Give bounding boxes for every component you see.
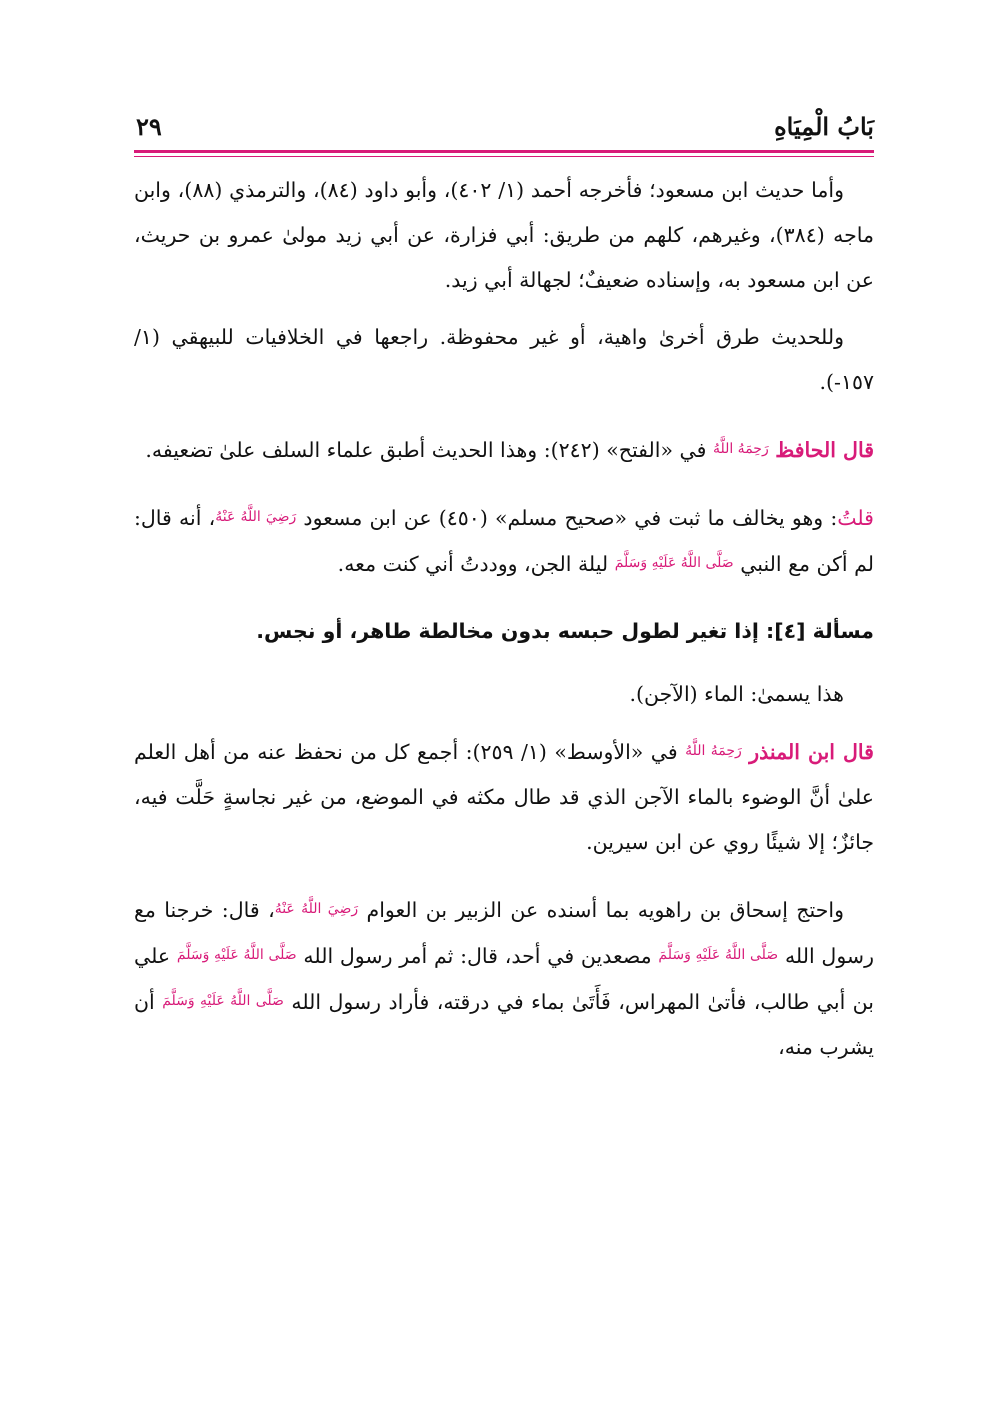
paragraph-ibn-mundhir	[134, 729, 874, 865]
quote-text: في «الأوسط» (١/ ٢٥٩): أجمع كل من نحفظ عنه من أهل العلم علىٰ أنَّ الوضوء بالماء الآجن الذي قد طال مكثه في الموضع، من غير نجاسةٍ حَلَّت فيه، جائزٌ؛ إلا شيئًا روي عن ابن سيرين.	[134, 740, 874, 854]
honorific-icon: صَلَّى اللَّهُ عَلَيْهِ وَسَلَّمَ	[658, 947, 779, 963]
page-number: ٢٩	[136, 112, 162, 141]
argument-text-c: مصعدين في أحد، قال: ثم أمر رسول الله	[296, 944, 659, 968]
paragraph-hafiz-quote	[134, 427, 874, 473]
honorific-icon: صَلَّى اللَّهُ عَلَيْهِ وَسَلَّمَ	[176, 947, 297, 963]
author-label: قلتُ	[837, 506, 874, 530]
header-rule-thick	[134, 150, 874, 153]
honorific-icon: صَلَّى اللَّهُ عَلَيْهِ وَسَلَّمَ	[162, 993, 284, 1009]
speaker-label: قال ابن المنذر	[749, 740, 874, 764]
page-header	[134, 110, 874, 152]
paragraph-ishaq-argument	[134, 887, 874, 1070]
issue-label: مسألة [٤]:	[766, 619, 874, 643]
page-body	[134, 168, 874, 1082]
note-text-a: : وهو يخالف ما ثبت في «صحيح مسلم» (٤٥٠) عن ابن مسعود	[296, 506, 838, 530]
honorific-icon: صَلَّى اللَّهُ عَلَيْهِ وَسَلَّمَ	[614, 555, 734, 571]
honorific-icon: رَحِمَهُ اللَّهُ	[685, 743, 742, 759]
issue-text: إذا تغير لطول حبسه بدون مخالطة طاهر، أو نجس.	[256, 619, 767, 643]
honorific-icon: رَحِمَهُ اللَّهُ	[712, 441, 769, 457]
argument-text-d: علي بن أبي طالب، فأتىٰ المهراس، فَأَتَىٰ بماء في درقته، فأراد رسول الله	[134, 944, 874, 1014]
note-text-c: ليلة الجن، ووددتُ أني كنت معه.	[337, 552, 615, 576]
argument-text-a: واحتج إسحاق بن راهويه بما أسنده عن الزبير بن العوام	[358, 898, 844, 922]
argument-text-b: ، قال: خرجنا مع رسول الله	[134, 898, 874, 968]
paragraph-definition: هذا يسمىٰ: الماء (الآجن).	[629, 682, 844, 706]
paragraph-ibn-masud-hadith: وأما حديث ابن مسعود؛ فأخرجه أحمد (١/ ٤٠٢)، وأبو داود (٨٤)، والترمذي (٨٨)، وابن ماجه (٣٨٤)، وغيرهم، كلهم من طريق: أبي فزارة، عن أبي زيد مولىٰ عمرو بن حريث، عن ابن مسعود به، وإسناده ضعيفٌ؛ لجهالة أبي زيد.	[134, 178, 875, 292]
honorific-icon: رَضِيَ اللَّهُ عَنْهُ	[274, 901, 359, 917]
honorific-icon: رَضِيَ اللَّهُ عَنْهُ	[215, 509, 297, 525]
paragraph-author-note	[134, 495, 874, 587]
argument-text-e: أن يشرب منه،	[134, 990, 874, 1059]
issue-heading	[134, 609, 874, 654]
quote-text: في «الفتح» (٢٤٢): وهذا الحديث أطبق علماء السلف علىٰ تضعيفه.	[145, 438, 713, 462]
speaker-label: قال الحافظ	[775, 438, 874, 462]
note-text-b: ، أنه قال: لم أكن مع النبي	[134, 506, 874, 576]
header-rule-thin	[134, 156, 874, 157]
paragraph-other-routes: وللحديث طرق أخرىٰ واهية، أو غير محفوظة. راجعها في الخلافيات للبيهقي (١/ ١٥٧-).	[134, 325, 874, 394]
chapter-title: بَابُ الْمِيَاهِ	[774, 112, 874, 141]
